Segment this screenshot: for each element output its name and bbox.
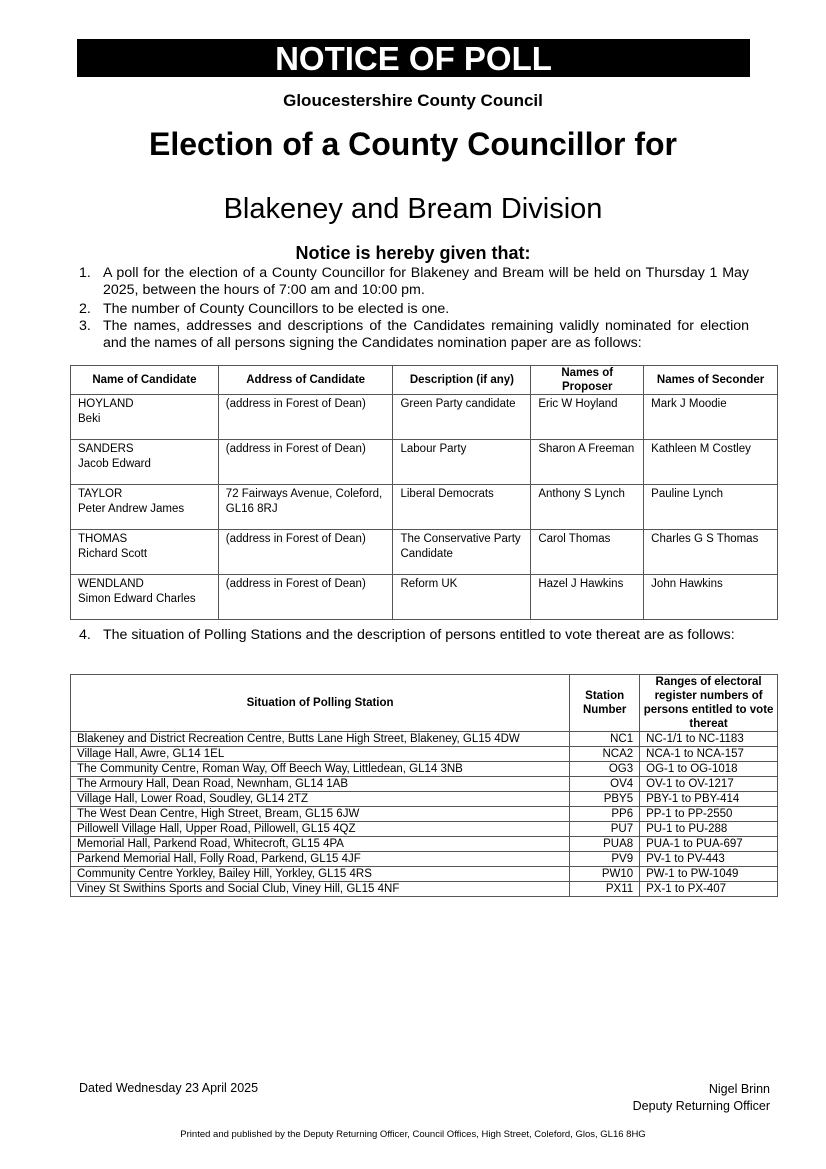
paragraph-text: The names, addresses and descriptions of the Candidates remaining validly nominated for election and the names of all persons signing the Candidates nomination paper are as follows: (103, 318, 749, 351)
table-cell (218, 395, 393, 440)
paragraph-text: A poll for the election of a County Councillor for Blakeney and Bream will be held on Thursday 1 May 2025, between the hours of 7:00 am and 10:00 pm. (103, 265, 749, 298)
table-cell (71, 395, 219, 440)
paragraph-number: 1. (79, 265, 91, 281)
proposer-name: Sharon A Freeman (538, 443, 635, 455)
candidate-description: Reform UK (400, 578, 458, 590)
table-cell (644, 530, 778, 575)
candidate-address: (address in Forest of Dean) (225, 533, 366, 545)
notice-banner: NOTICE OF POLL (77, 39, 750, 77)
register-range: PU-1 to PU-288 (640, 822, 778, 837)
station-row (71, 822, 778, 837)
station-situation: Community Centre Yorkley, Bailey Hill, Yorkley, GL15 4RS (71, 867, 570, 882)
station-row (71, 732, 778, 747)
station-situation: Village Hall, Lower Road, Soudley, GL14 2TZ (71, 792, 570, 807)
signer-title: Deputy Returning Officer (632, 1099, 770, 1113)
candidate-address: (address in Forest of Dean) (225, 578, 366, 590)
table-cell (393, 575, 531, 620)
register-range: NC-1/1 to NC-1183 (640, 732, 778, 747)
station-situation: Pillowell Village Hall, Upper Road, Pillowell, GL15 4QZ (71, 822, 570, 837)
candidate-row (71, 485, 778, 530)
seconder-name: John Hawkins (651, 578, 723, 590)
paragraph-1 (79, 265, 749, 299)
seconder-name: Charles G S Thomas (651, 533, 759, 545)
register-range: PX-1 to PX-407 (640, 882, 778, 897)
station-situation: Viney St Swithins Sports and Social Club, Viney Hill, GL15 4NF (71, 882, 570, 897)
dated-line: Dated Wednesday 23 April 2025 (79, 1081, 259, 1095)
candidate-row (71, 530, 778, 575)
register-range: PV-1 to PV-443 (640, 852, 778, 867)
register-range: PUA-1 to PUA-697 (640, 837, 778, 852)
station-number: PU7 (570, 822, 640, 837)
paragraph-text: The situation of Polling Stations and the description of persons entitled to vote thereat are as follows: (103, 627, 735, 643)
table-cell (393, 485, 531, 530)
table-cell (71, 530, 219, 575)
proposer-name: Carol Thomas (538, 533, 611, 545)
candidate-surname: THOMAS (78, 533, 128, 545)
station-number: OV4 (570, 777, 640, 792)
candidate-address: 72 Fairways Avenue, Coleford, GL16 8RJ (225, 488, 383, 515)
candidate-surname: WENDLAND (78, 578, 144, 590)
paragraph-number: 3. (79, 318, 91, 334)
table-cell (531, 395, 644, 440)
stations-header-row (71, 675, 778, 732)
station-situation: The Community Centre, Roman Way, Off Beech Way, Littledean, GL14 3NB (71, 762, 570, 777)
register-range: PP-1 to PP-2550 (640, 807, 778, 822)
council-name: Gloucestershire County Council (283, 91, 543, 110)
table-cell (531, 485, 644, 530)
table-cell (531, 575, 644, 620)
station-situation: Memorial Hall, Parkend Road, Whitecroft, GL15 4PA (71, 837, 570, 852)
seconder-name: Kathleen M Costley (651, 443, 751, 455)
table-cell (644, 485, 778, 530)
table-cell (531, 530, 644, 575)
candidate-forenames: Beki (78, 413, 101, 425)
table-cell (393, 530, 531, 575)
column-header: Description (if any) (393, 366, 531, 395)
column-header: Ranges of electoral register numbers of persons entitled to vote thereat (640, 675, 778, 732)
table-cell (218, 485, 393, 530)
station-number: PBY5 (570, 792, 640, 807)
candidate-row (71, 440, 778, 485)
register-range: NCA-1 to NCA-157 (640, 747, 778, 762)
station-number: PV9 (570, 852, 640, 867)
station-number: OG3 (570, 762, 640, 777)
table-cell (644, 575, 778, 620)
station-row (71, 792, 778, 807)
table-cell (218, 440, 393, 485)
table-cell (71, 575, 219, 620)
candidate-forenames: Richard Scott (78, 548, 148, 560)
register-range: OV-1 to OV-1217 (640, 777, 778, 792)
candidate-description: Liberal Democrats (400, 488, 494, 500)
candidate-address: (address in Forest of Dean) (225, 443, 366, 455)
candidate-row (71, 575, 778, 620)
seconder-name: Mark J Moodie (651, 398, 727, 410)
candidate-forenames: Peter Andrew James (78, 503, 185, 515)
station-situation: Parkend Memorial Hall, Folly Road, Parkend, GL15 4JF (71, 852, 570, 867)
paragraph-text: The number of County Councillors to be elected is one. (103, 301, 450, 317)
station-row (71, 807, 778, 822)
seconder-name: Pauline Lynch (651, 488, 723, 500)
station-row (71, 882, 778, 897)
station-number: NCA2 (570, 747, 640, 762)
paragraph-2 (79, 301, 749, 318)
candidate-description: The Conservative Party Candidate (400, 533, 521, 560)
imprint: Printed and published by the Deputy Returning Officer, Council Offices, High Street, Coleford, Glos, GL16 8HG (180, 1129, 646, 1140)
register-range: PW-1 to PW-1049 (640, 867, 778, 882)
register-range: PBY-1 to PBY-414 (640, 792, 778, 807)
paragraph-number: 2. (79, 301, 91, 317)
register-range: OG-1 to OG-1018 (640, 762, 778, 777)
column-header: Situation of Polling Station (71, 675, 570, 732)
candidates-table (70, 365, 778, 620)
table-cell (393, 440, 531, 485)
candidate-address: (address in Forest of Dean) (225, 398, 366, 410)
candidate-surname: HOYLAND (78, 398, 134, 410)
table-cell (218, 530, 393, 575)
table-cell (644, 440, 778, 485)
column-header: Station Number (570, 675, 640, 732)
station-situation: Village Hall, Awre, GL14 1EL (71, 747, 570, 762)
signer-name: Nigel Brinn (708, 1082, 770, 1096)
polling-stations-table (70, 674, 778, 897)
table-cell (71, 485, 219, 530)
station-row (71, 762, 778, 777)
paragraph-3 (79, 318, 749, 352)
station-number: PP6 (570, 807, 640, 822)
table-cell (531, 440, 644, 485)
table-cell (644, 395, 778, 440)
station-row (71, 852, 778, 867)
station-number: PW10 (570, 867, 640, 882)
table-cell (218, 575, 393, 620)
candidate-description: Labour Party (400, 443, 467, 455)
division-name: Blakeney and Bream Division (223, 193, 603, 225)
election-title: Election of a County Councillor for (149, 126, 677, 162)
station-number: PX11 (570, 882, 640, 897)
proposer-name: Eric W Hoyland (538, 398, 618, 410)
proposer-name: Anthony S Lynch (538, 488, 625, 500)
paragraph-number: 4. (79, 627, 91, 643)
column-header: Names of Proposer (531, 366, 644, 395)
station-situation: The West Dean Centre, High Street, Bream, GL15 6JW (71, 807, 570, 822)
station-row (71, 837, 778, 852)
station-situation: The Armoury Hall, Dean Road, Newnham, GL14 1AB (71, 777, 570, 792)
station-number: PUA8 (570, 837, 640, 852)
candidate-description: Green Party candidate (400, 398, 516, 410)
paragraph-4 (79, 627, 749, 644)
candidate-surname: TAYLOR (78, 488, 123, 500)
column-header: Name of Candidate (71, 366, 219, 395)
station-number: NC1 (570, 732, 640, 747)
candidates-header-row (71, 366, 778, 395)
station-row (71, 777, 778, 792)
table-cell (71, 440, 219, 485)
station-row (71, 867, 778, 882)
candidate-surname: SANDERS (78, 443, 134, 455)
candidate-forenames: Jacob Edward (78, 458, 151, 470)
signature-block (633, 1081, 770, 1115)
station-situation: Blakeney and District Recreation Centre, Butts Lane High Street, Blakeney, GL15 4DW (71, 732, 570, 747)
candidate-forenames: Simon Edward Charles (78, 593, 196, 605)
column-header: Address of Candidate (218, 366, 393, 395)
table-cell (393, 395, 531, 440)
column-header: Names of Seconder (644, 366, 778, 395)
station-row (71, 747, 778, 762)
candidate-row (71, 395, 778, 440)
proposer-name: Hazel J Hawkins (538, 578, 624, 590)
notice-heading: Notice is hereby given that: (295, 243, 531, 263)
